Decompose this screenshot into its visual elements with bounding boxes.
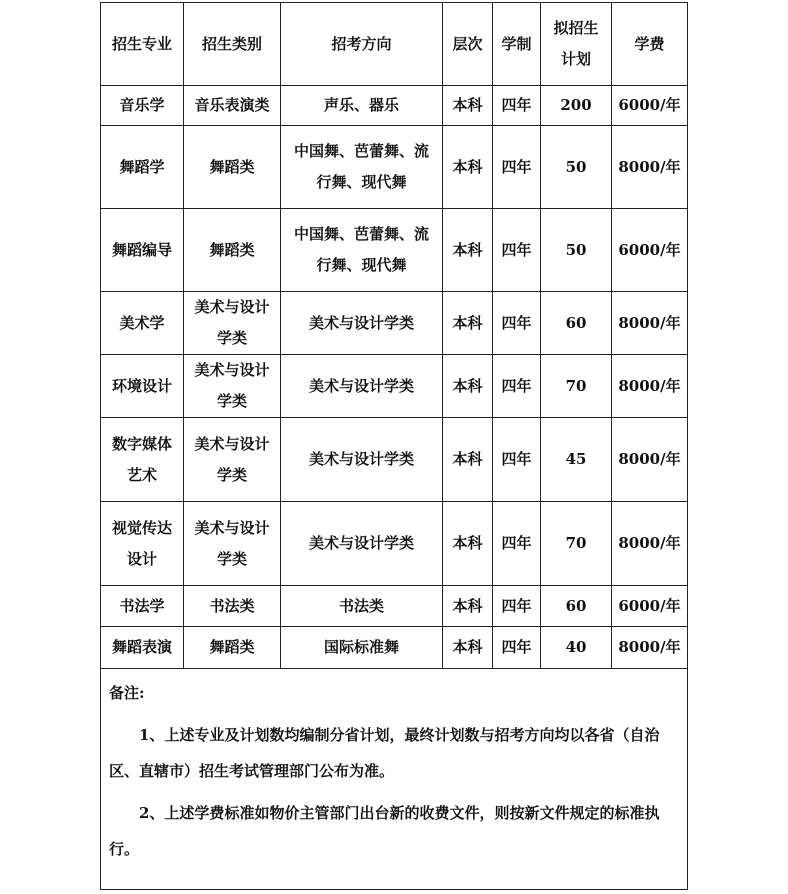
major-line: 舞蹈编导: [111, 240, 172, 259]
table-row: [101, 292, 688, 355]
plan-cell: 70: [541, 502, 612, 586]
direction-line: 美术与设计学类: [308, 376, 414, 395]
direction-line: 国际标准舞: [323, 638, 399, 656]
major-cell: [101, 586, 184, 627]
category-line: 学类: [216, 392, 247, 410]
tuition-cell: 8000/年: [612, 418, 688, 502]
table-row: [101, 355, 688, 418]
duration-cell: 四年: [493, 418, 541, 502]
level-cell: 本科: [443, 209, 493, 292]
major-line: 音乐学: [119, 96, 165, 114]
category-line: 学类: [216, 465, 247, 484]
duration-cell: 四年: [493, 292, 541, 355]
table-row: [101, 627, 688, 669]
category-cell: [184, 355, 281, 418]
category-line: 美术与设计: [194, 518, 270, 537]
level-cell: 本科: [443, 126, 493, 209]
header-plan: [541, 3, 612, 86]
level-cell: 本科: [443, 586, 493, 627]
direction-cell: [281, 627, 443, 669]
tuition-cell: 8000/年: [612, 292, 688, 355]
direction-cell: [281, 292, 443, 355]
table-row: [101, 418, 688, 502]
category-cell: [184, 209, 281, 292]
major-line: 数字媒体: [111, 434, 172, 453]
plan-cell: 45: [541, 418, 612, 502]
direction-line: 美术与设计学类: [308, 450, 414, 468]
table-row: [101, 586, 688, 627]
tuition-cell: 6000/年: [612, 209, 688, 292]
header-level: 层次: [443, 3, 493, 86]
level-cell: 本科: [443, 355, 493, 418]
category-cell: [184, 86, 281, 126]
duration-cell: 四年: [493, 86, 541, 126]
major-cell: [101, 355, 184, 418]
level-cell: 本科: [443, 502, 493, 586]
category-line: 学类: [216, 549, 247, 568]
tuition-cell: 6000/年: [612, 586, 688, 627]
duration-cell: 四年: [493, 126, 541, 209]
major-cell: [101, 86, 184, 126]
notes-row: [101, 669, 688, 890]
level-cell: 本科: [443, 292, 493, 355]
tuition-cell: 8000/年: [612, 126, 688, 209]
header-plan-line1: 拟招生: [553, 19, 599, 37]
table-header-row: [101, 3, 688, 86]
category-cell: [184, 627, 281, 669]
direction-cell: [281, 586, 443, 627]
note-item-2: 2、上述学费标准如物价主管部门出台新的收费文件，则按新文件规定的标准执行。: [109, 804, 660, 858]
direction-cell: [281, 126, 443, 209]
major-line: 书法学: [119, 596, 165, 615]
table-row: [101, 126, 688, 209]
major-line: 舞蹈表演: [111, 638, 172, 656]
header-plan-line2: 计划: [560, 50, 591, 68]
table-row: [101, 502, 688, 586]
category-cell: [184, 586, 281, 627]
category-line: 书法类: [209, 596, 255, 615]
notes-title: 备注:: [109, 684, 145, 702]
note-item-1: 1、上述专业及计划数均编制分省计划，最终计划数与招考方向均以各省（自治区、直辖市）招生考试管理部门公布为准。: [109, 726, 660, 780]
category-cell: [184, 292, 281, 355]
duration-cell: 四年: [493, 209, 541, 292]
direction-cell: [281, 209, 443, 292]
major-line: 艺术: [126, 465, 157, 484]
level-cell: 本科: [443, 86, 493, 126]
major-cell: [101, 418, 184, 502]
direction-cell: [281, 355, 443, 418]
tuition-cell: 8000/年: [612, 355, 688, 418]
direction-cell: [281, 502, 443, 586]
duration-cell: 四年: [493, 627, 541, 669]
tuition-cell: 8000/年: [612, 627, 688, 669]
major-line: 视觉传达: [111, 518, 172, 537]
duration-cell: 四年: [493, 502, 541, 586]
major-cell: [101, 126, 184, 209]
plan-cell: 60: [541, 292, 612, 355]
header-direction: 招考方向: [281, 3, 443, 86]
tuition-cell: 8000/年: [612, 502, 688, 586]
table-row: [101, 209, 688, 292]
plan-cell: 40: [541, 627, 612, 669]
plan-cell: 200: [541, 86, 612, 126]
notes-cell: [101, 669, 688, 890]
major-cell: [101, 627, 184, 669]
plan-cell: 70: [541, 355, 612, 418]
direction-line: 中国舞、芭蕾舞、流: [293, 225, 429, 243]
direction-line: 美术与设计学类: [308, 534, 414, 552]
direction-line: 书法类: [338, 596, 384, 615]
header-major: 招生专业: [101, 3, 184, 86]
category-cell: [184, 126, 281, 209]
header-tuition: 学费: [612, 3, 688, 86]
direction-line: 行舞、现代舞: [316, 256, 407, 274]
direction-line: 行舞、现代舞: [316, 173, 407, 191]
category-line: 舞蹈类: [209, 638, 255, 656]
category-cell: [184, 418, 281, 502]
direction-cell: [281, 86, 443, 126]
plan-cell: 60: [541, 586, 612, 627]
major-line: 舞蹈学: [119, 157, 165, 176]
level-cell: 本科: [443, 418, 493, 502]
duration-cell: 四年: [493, 355, 541, 418]
category-line: 舞蹈类: [209, 157, 255, 176]
direction-line: 声乐、器乐: [323, 96, 399, 114]
plan-cell: 50: [541, 209, 612, 292]
major-line: 设计: [126, 549, 157, 568]
major-line: 环境设计: [111, 376, 172, 395]
admissions-table: [100, 2, 688, 890]
major-cell: [101, 502, 184, 586]
category-line: 美术与设计: [194, 434, 270, 453]
major-cell: [101, 209, 184, 292]
table-row: [101, 86, 688, 126]
direction-cell: [281, 418, 443, 502]
category-line: 音乐表演类: [194, 96, 270, 114]
major-cell: [101, 292, 184, 355]
direction-line: 美术与设计学类: [308, 313, 414, 332]
direction-line: 中国舞、芭蕾舞、流: [293, 142, 429, 160]
category-line: 美术与设计: [194, 298, 270, 316]
category-cell: [184, 502, 281, 586]
major-line: 美术学: [119, 313, 165, 332]
header-category: 招生类别: [184, 3, 281, 86]
category-line: 美术与设计: [194, 361, 270, 379]
category-line: 舞蹈类: [209, 240, 255, 259]
level-cell: 本科: [443, 627, 493, 669]
category-line: 学类: [216, 329, 247, 347]
plan-cell: 50: [541, 126, 612, 209]
duration-cell: 四年: [493, 586, 541, 627]
tuition-cell: 6000/年: [612, 86, 688, 126]
header-duration: 学制: [493, 3, 541, 86]
